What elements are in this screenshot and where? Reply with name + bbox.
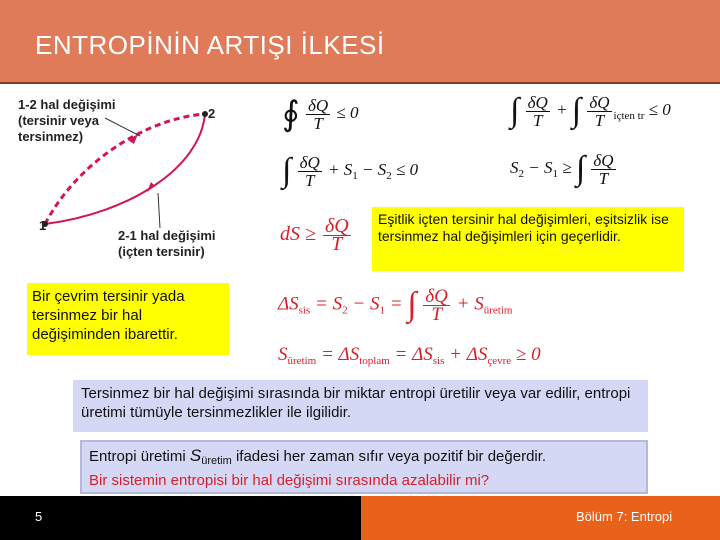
generation-sign-box	[80, 440, 648, 494]
equality-note-box: Eşitlik içten tersinir hal değişimleri, eşitsizlik ise tersinmez hal değişimleri için geçerlidir.	[372, 207, 684, 271]
cycle-note-box: Bir çevrim tersinir yada tersinmez bir hal değişiminden ibarettir.	[27, 283, 229, 355]
point-2-label: 2	[208, 106, 216, 121]
generation-sign-symbol: S	[189, 446, 202, 465]
integral-icon: ∫	[407, 286, 417, 323]
equation-system-entropy: $\Delta S_{sis} = S_2 - S_1$ = ∫ $\frac{\delta Q}{T}$ + $S_{üretim}$	[278, 285, 513, 325]
label-12-line3: tersinmez)	[18, 129, 84, 144]
label-12-line2: (tersinir veya	[18, 113, 99, 128]
question-text: Bir sistemin entropisi bir hal değişimi sırasında azalabilir mi?	[89, 472, 490, 489]
footer-left	[0, 496, 361, 540]
equation-split-cycle: ∫ $\frac{\delta Q}{T}$ + ∫ $\frac{\delta Q}{T}$ $_{içten tr}$ ≤ 0	[510, 92, 671, 130]
generation-sign-line	[89, 446, 639, 471]
label-21-line2: (içten tersinir)	[118, 244, 205, 259]
label-21-line1: 2-1 hal değişimi	[118, 228, 216, 243]
cyclic-integral-icon: ∮	[282, 96, 300, 133]
integral-icon: ∫	[571, 92, 582, 129]
label-12-line1: 1-2 hal değişimi	[18, 97, 116, 112]
integral-icon: ∫	[510, 92, 520, 129]
generation-sign-sub: üretim	[201, 455, 232, 467]
generation-sign-prefix: Entropi üretimi	[89, 448, 190, 465]
pointer-line-21	[158, 193, 160, 228]
point-1-label: 1	[39, 218, 47, 233]
integral-icon: ∫	[575, 150, 586, 187]
generation-note-box: Tersinmez bir hal değişimi sırasında bir miktar entropi üretilir veya var edilir, entropi üretimi tümüyle tersinmezlikler ile ilgilidir.	[73, 380, 648, 432]
page-number: 5	[35, 509, 43, 524]
equation-differential: dS ≥ $\frac{\delta Q}{T}$	[280, 215, 349, 255]
equation-cyclic: ∮ $\frac{\delta Q}{T}$ ≤ 0	[282, 95, 359, 133]
generation-sign-suffix: ifadesi her zaman sıfır veya pozitif bir değerdir.	[231, 448, 547, 465]
equation-entropy-change: $S_2 - S_1$ ≥ ∫ $\frac{\delta Q}{T}$	[510, 150, 614, 188]
integral-icon: ∫	[282, 152, 292, 189]
label-21	[118, 228, 216, 260]
chapter-label: Bölüm 7: Entropi	[576, 509, 673, 524]
equation-rearranged: ∫ $\frac{\delta Q}{T}$ + $S_1 - S_2 \le 0$	[282, 152, 419, 190]
label-12	[18, 97, 116, 145]
title-bar	[0, 0, 720, 84]
slide-title: ENTROPİNİN ARTIŞI İLKESİ	[35, 30, 385, 60]
equation-generation: $S_{üretim} = \Delta S_{toplam} = \Delta S_{sis} + \Delta S_{çevre} \ge 0$	[278, 344, 541, 367]
